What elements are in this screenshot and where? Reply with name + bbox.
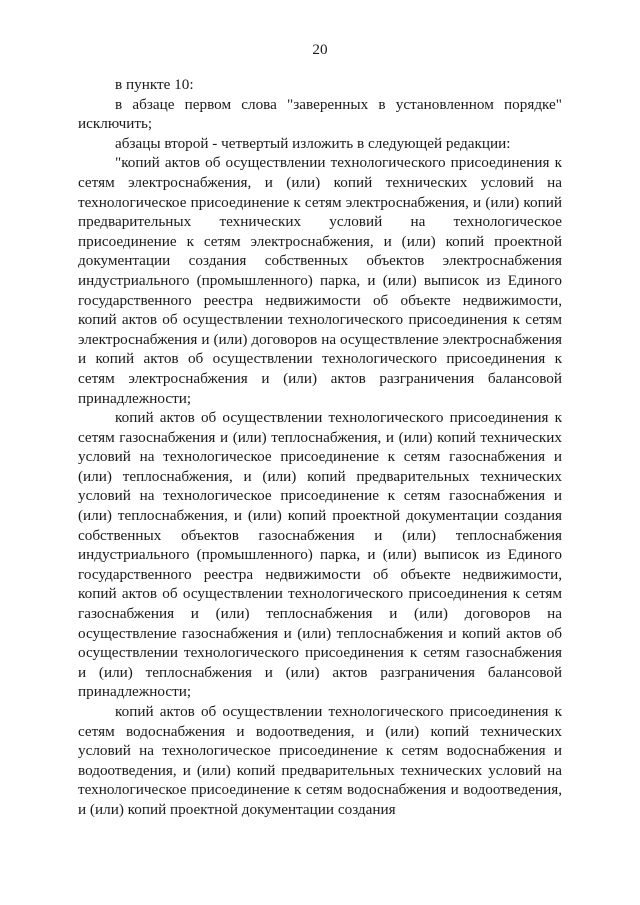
page-number: 20 — [312, 41, 328, 58]
paragraph: копий актов об осуществлении технологического присоединения к сетям газоснабжения и (или) теплоснабжения, и (или) копий технических условий на технологическое присоединение к сетям газоснабжения и (или) теплоснабжения, и (или) копий предварительных технических условий на технологическое присоединение к сетям газоснабжения и (или) теплоснабжения, и (или) копий проектной документации создания собственных объектов газоснабжения и (или) теплоснабжения индустриального (промышленного) парка, и (или) выписок из Единого государственного реестра недвижимости об объекте недвижимости, копий актов об осуществлении технологического присоединения к сетям газоснабжения и (или) теплоснабжения и (или) договоров на осуществление газоснабжения и (или) теплоснабжения и копий актов об осуществлении технологического присоединения к сетям газоснабжения и (или) теплоснабжения и (или) актов разграничения балансовой принадлежности; — [78, 409, 562, 701]
paragraph: в абзаце первом слова "заверенных в установленном порядке" исключить; — [78, 95, 562, 133]
paragraph: абзацы второй - четвертый изложить в следующей редакции: — [115, 134, 511, 152]
paragraph: копий актов об осуществлении технологического присоединения к сетям водоснабжения и водоотведения, и (или) копий технических условий на технологическое присоединение к сетям водоснабжения и водоотведения, и (или) копий предварительных технических условий на технологическое присоединение к сетям водоснабжения и водоотведения, и (или) копий проектной документации создания — [78, 703, 562, 818]
paragraph: "копий актов об осуществлении технологического присоединения к сетям электроснабжения, и (или) копий технических условий на технологическое присоединение к сетям электроснабжения, и (или) копий предварительных технических условий на технологическое присоединение к сетям электроснабжения, и (или) копий проектной документации создания собственных объектов электроснабжения индустриального (промышленного) парка, и (или) выписок из Единого государственного реестра недвижимости об объекте недвижимости, копий актов об осуществлении технологического присоединения к сетям электроснабжения и (или) договоров на осуществление электроснабжения и копий актов об осуществлении технологического присоединения к сетям электроснабжения и (или) актов разграничения балансовой принадлежности; — [78, 154, 562, 407]
document-body — [78, 75, 562, 820]
paragraph: в пункте 10: — [115, 76, 194, 93]
